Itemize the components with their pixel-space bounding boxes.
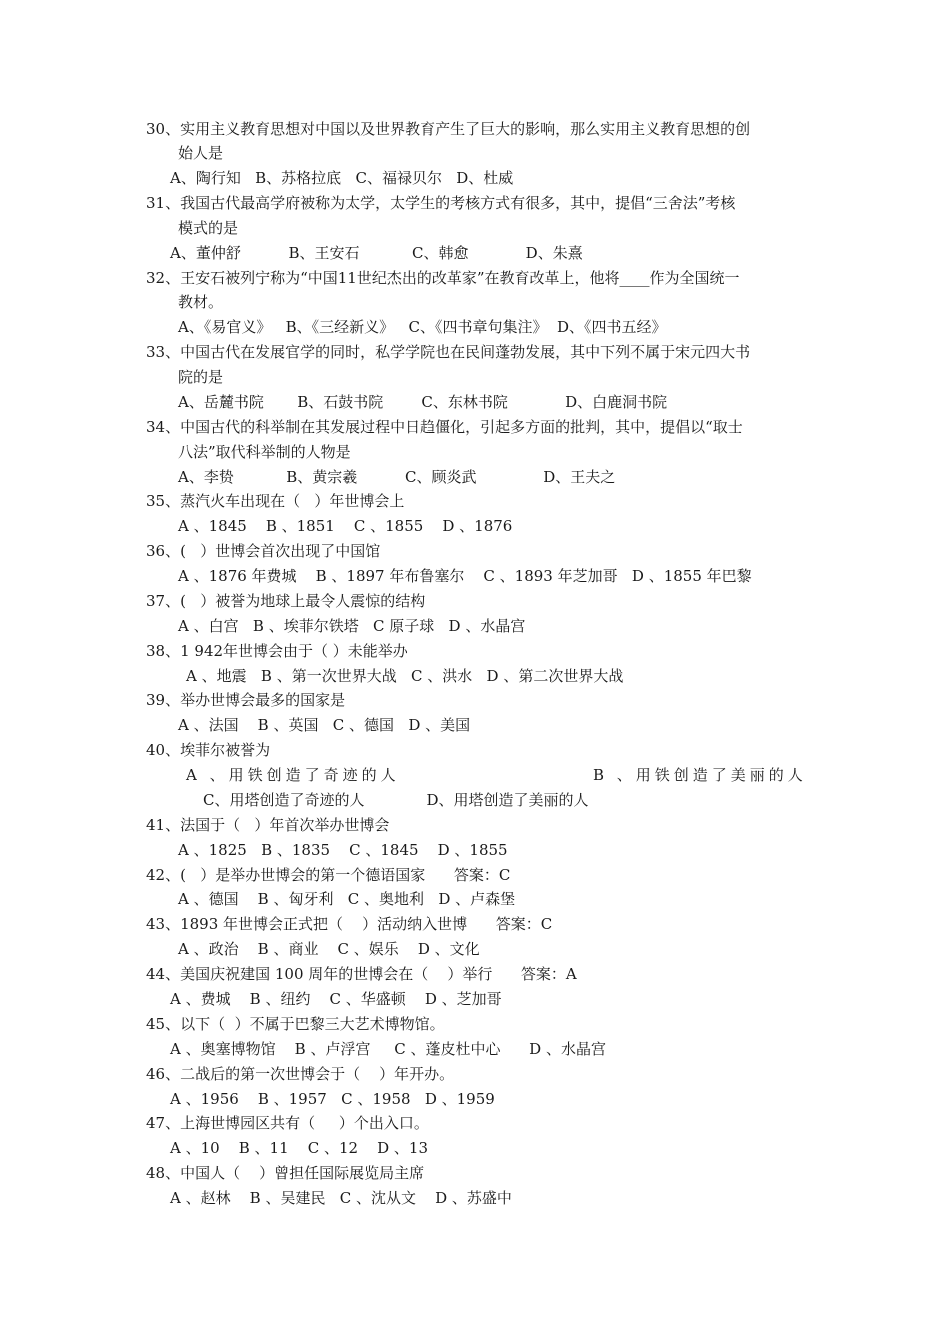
q37-options: A 、白宫 B 、埃菲尔铁塔 C 原子球 D 、水晶宫: [178, 617, 526, 635]
q34-stem-cont: 八法”取代科举制的人物是: [178, 443, 351, 461]
q31-stem: 31、我国古代最高学府被称为太学，太学生的考核方式有很多，其中，提倡“三舍法”考核: [146, 194, 736, 212]
q47-stem: 47、上海世博园区共有（ ）个出入口。: [146, 1114, 429, 1132]
q30-stem: 30、实用主义教育思想对中国以及世界教育产生了巨大的影响，那么实用主义教育思想的创: [146, 120, 751, 138]
q48-stem: 48、中国人（ ）曾担任国际展览局主席: [146, 1164, 425, 1182]
q40-option-a: A 、用铁创造了奇迹的人: [186, 766, 400, 784]
q38-options: A 、地震 B 、第一次世界大战 C 、洪水 D 、第二次世界大战: [186, 667, 624, 685]
q34-stem: 34、中国古代的科举制在其发展过程中日趋僵化，引起多方面的批判，其中，提倡以“取士: [146, 418, 743, 436]
q31-stem-cont: 模式的是: [178, 219, 239, 237]
q44-options: A 、费城 B 、纽约 C 、华盛顿 D 、芝加哥: [170, 990, 502, 1008]
q42-stem: 42、( ）是举办世博会的第一个德语国家 答案：C: [146, 866, 511, 884]
q37-stem: 37、( ）被誉为地球上最令人震惊的结构: [146, 592, 426, 610]
q40-option-b: B 、用铁创造了美丽的人: [593, 766, 807, 784]
q41-options: A 、1825 B 、1835 C 、1845 D 、1855: [178, 841, 508, 859]
q36-stem: 36、( ）世博会首次出现了中国馆: [146, 542, 381, 560]
q44-stem: 44、美国庆祝建国 100 周年的世博会在（ ）举行 答案：A: [146, 965, 577, 983]
q43-options: A 、政治 B 、商业 C 、娱乐 D 、文化: [178, 940, 480, 958]
q39-options: A 、法国 B 、英国 C 、德国 D 、美国: [178, 716, 471, 734]
q45-stem: 45、以下（ ）不属于巴黎三大艺术博物馆。: [146, 1015, 445, 1033]
q33-stem-cont: 院的是: [178, 368, 224, 386]
q32-stem-cont: 教材。: [178, 293, 224, 311]
q32-stem: 32、王安石被列宁称为“中国11世纪杰出的改革家”在教育改革上，他将____作为全国统一: [146, 269, 740, 287]
q42-options: A 、德国 B 、匈牙利 C 、奥地利 D 、卢森堡: [178, 890, 516, 908]
q34-options: A、李贽 B、黄宗羲 C、顾炎武 D、王夫之: [178, 468, 616, 486]
q36-options: A 、1876 年费城 B 、1897 年布鲁塞尔 C 、1893 年芝加哥 D 、1855 年巴黎: [178, 567, 752, 585]
q39-stem: 39、举办世博会最多的国家是: [146, 691, 346, 709]
q35-options: A 、1845 B 、1851 C 、1855 D 、1876: [178, 517, 513, 535]
q30-stem-cont: 始人是: [178, 144, 224, 162]
q46-stem: 46、二战后的第一次世博会于（ ）年开办。: [146, 1065, 455, 1083]
q33-stem: 33、中国古代在发展官学的同时，私学学院也在民间蓬勃发展，其中下列不属于宋元四大书: [146, 343, 751, 361]
q40-options-cd: C、用塔创造了奇迹的人 D、用塔创造了美丽的人: [203, 791, 589, 809]
q48-options: A 、赵林 B 、吴建民 C 、沈从文 D 、苏盛中: [170, 1189, 512, 1207]
q46-options: A 、1956 B 、1957 C 、1958 D 、1959: [170, 1090, 495, 1108]
q35-stem: 35、蒸汽火车出现在（ ）年世博会上: [146, 492, 405, 510]
q40-stem: 40、埃菲尔被誉为: [146, 741, 271, 759]
q43-stem: 43、1893 年世博会正式把（ ）活动纳入世博 答案：C: [146, 915, 553, 933]
q32-options: A、《易官义》 B、《三经新义》 C、《四书章句集注》 D、《四书五经》: [178, 318, 667, 336]
q47-options: A 、10 B 、11 C 、12 D 、13: [170, 1139, 428, 1157]
q30-options: A、陶行知 B、苏格拉底 C、福禄贝尔 D、杜威: [170, 169, 514, 187]
q45-options: A 、奥塞博物馆 B 、卢浮宫 C 、蓬皮杜中心 D 、水晶宫: [170, 1040, 606, 1058]
q41-stem: 41、法国于（ ）年首次举办世博会: [146, 816, 390, 834]
q38-stem: 38、1 942年世博会由于（ ）未能举办: [146, 642, 408, 660]
q33-options: A、岳麓书院 B、石鼓书院 C、东林书院 D、白鹿洞书院: [178, 393, 668, 411]
q31-options: A、董仲舒 B、王安石 C、韩愈 D、朱熹: [170, 244, 583, 262]
